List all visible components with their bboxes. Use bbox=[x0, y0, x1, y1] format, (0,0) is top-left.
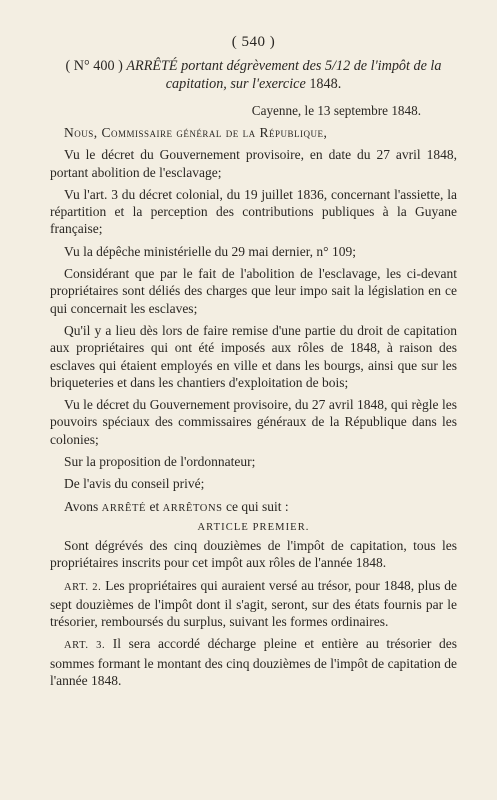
article-1: Sont dégrévés des cinq douzièmes de l'impôt de capitation, tous les propriétaires inscrits pour cet impôt aux rôles de l'année 1848. bbox=[50, 537, 457, 571]
consideration-paragraph: Vu la dépêche ministérielle du 29 mai dernier, n° 109; bbox=[64, 243, 356, 259]
article-3 bbox=[50, 635, 457, 689]
article-2-text: Les propriétaires qui auraient versé au trésor, pour 1848, plus de sept douzièmes de l'impôt dont il s'agit, seront, sur des états fournis par le trésorier, remboursés du surplus, suivant les formes ordinaires. bbox=[50, 577, 457, 630]
decree-title: portant dégrèvement des 5/12 de l'impôt de la capitation, sur l'exercice bbox=[165, 58, 442, 92]
decree-title-keyword: ARRÊTÉ bbox=[126, 58, 178, 74]
consideration-paragraph: De l'avis du conseil privé; bbox=[64, 476, 205, 492]
article-2 bbox=[50, 577, 457, 631]
consideration-paragraph: Vu le décret du Gouvernement provisoire, en date du 27 avril 1848, portant abolition de l'esclavage; bbox=[50, 147, 457, 180]
preamble bbox=[50, 124, 457, 141]
formula-middle: et bbox=[146, 498, 163, 514]
article-2-label: ART. 2. bbox=[64, 581, 102, 593]
preamble-authority: Commissaire général de la République, bbox=[101, 125, 328, 140]
consideration-paragraph: Qu'il y a lieu dès lors de faire remise d'une partie du droit de capitation aux propriétaires qui ont été imposés aux rôles de 1848, à raison des esclaves qui étaient employés en ville et dans les bourgs, ainsi que sur les briqueteries et dans les chantiers d'exploitation de bois; bbox=[50, 322, 457, 390]
consideration-paragraph: Vu l'art. 3 du décret colonial, du 19 juillet 1836, concernant l'assiette, la répartition et la perception des contributions publiques à la Guyane française; bbox=[50, 186, 457, 237]
decree-title-year: 1848. bbox=[309, 76, 342, 92]
formula-suffix: ce qui suit : bbox=[222, 498, 289, 514]
decree-formula bbox=[50, 498, 457, 517]
decree-number: ( N° 400 ) bbox=[65, 58, 123, 74]
article-3-text: Il sera accordé décharge pleine et entière au trésorier des sommes formant le montant des cinq douzièmes de l'impôt de capitation de l'année 1848. bbox=[50, 636, 457, 689]
consideration-paragraph: Vu le décret du Gouvernement provisoire, du 27 avril 1848, qui règle les pouvoirs spéciaux des commissaires généraux de la République dans les colonies; bbox=[50, 397, 457, 447]
formula-word-arrete: ARRÊTÉ bbox=[101, 502, 147, 514]
formula-word-arretons: ARRÊTONS bbox=[162, 502, 223, 514]
formula-prefix: Avons bbox=[64, 498, 102, 514]
dateline: Cayenne, le 13 septembre 1848. bbox=[251, 103, 421, 118]
article-heading: ARTICLE PREMIER. bbox=[197, 521, 310, 533]
page-number: ( 540 ) bbox=[231, 34, 276, 50]
consideration-paragraph: Sur la proposition de l'ordonnateur; bbox=[64, 454, 256, 470]
preamble-nous: Nous, bbox=[64, 125, 102, 140]
consideration-paragraph: Considérant que par le fait de l'abolition de l'esclavage, les ci-devant propriétaires sont déliés des charges que leur impo sait la législation en ce qui concernait les esclaves; bbox=[50, 266, 457, 316]
article-3-label: ART. 3. bbox=[64, 640, 106, 652]
decree-heading bbox=[50, 57, 457, 93]
